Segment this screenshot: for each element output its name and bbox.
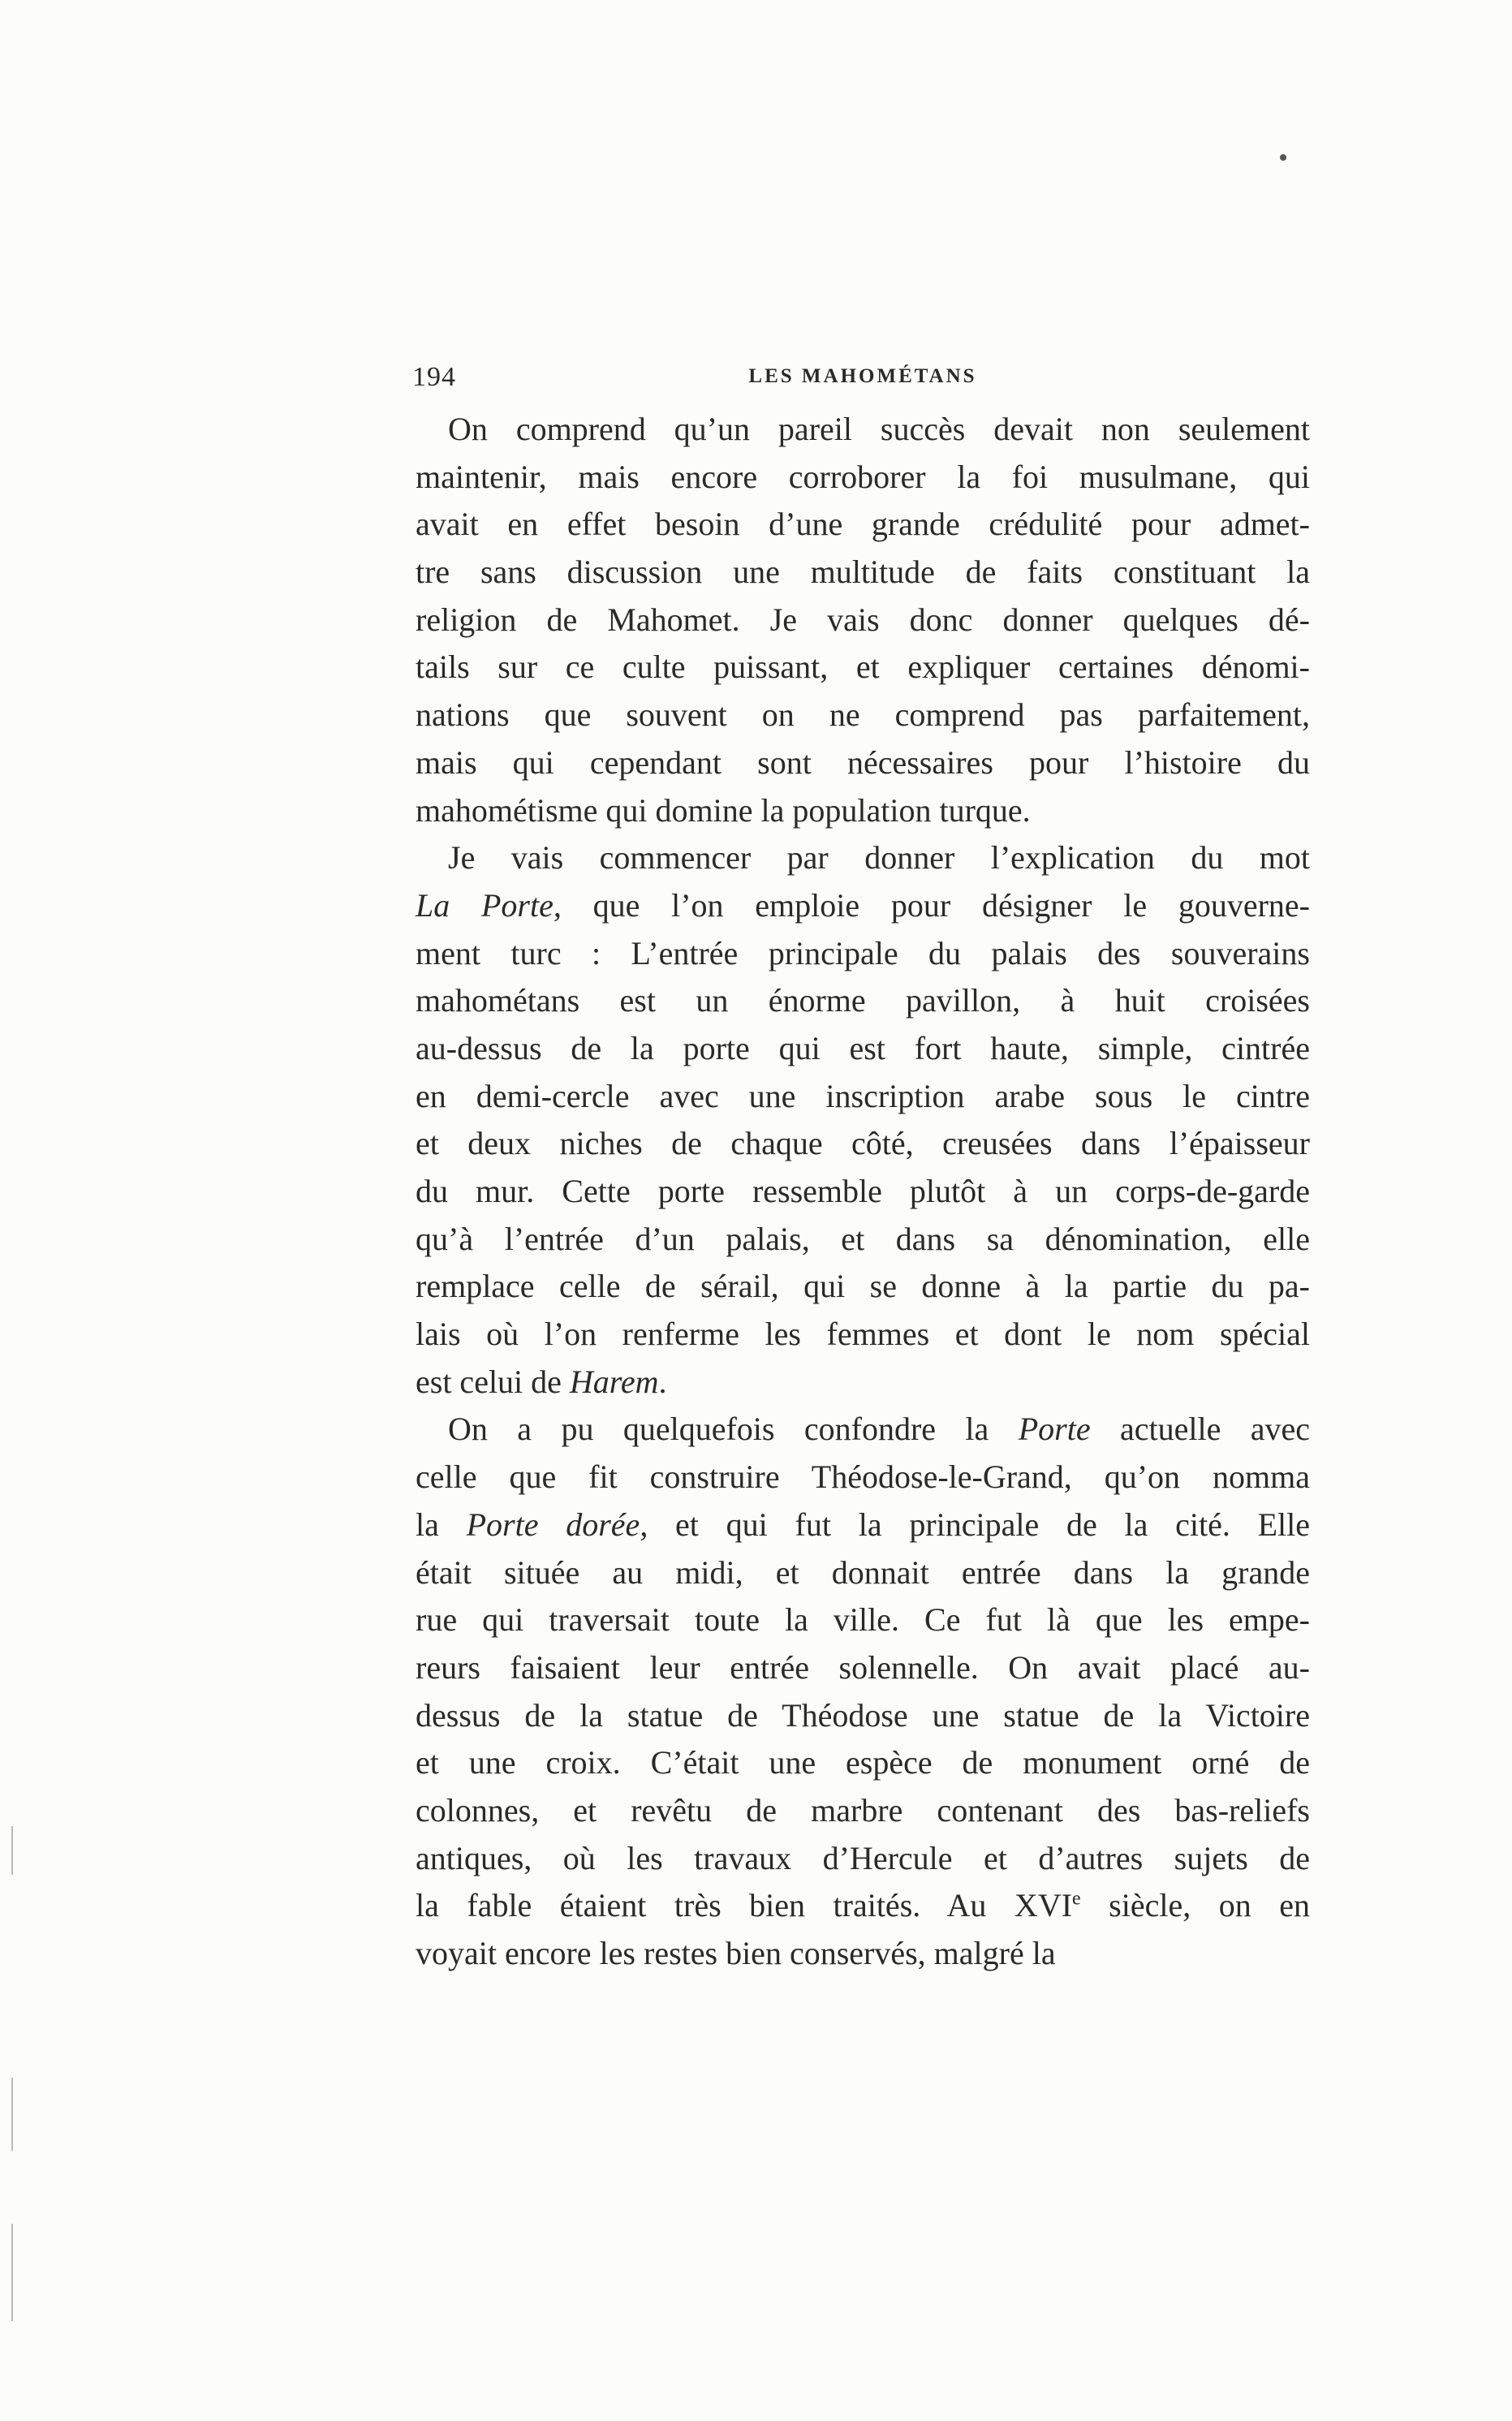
text-line: colonnes, et revêtu de marbre contenant des bas-reliefs	[416, 1791, 1310, 1829]
text-line: ment turc : L’entrée principale du palais des souverains	[416, 934, 1310, 971]
text-line: celle que fit construire Théodose-le-Grand, qu’on nomma	[416, 1458, 1310, 1496]
text-line: reurs faisaient leur entrée solennelle. On avait placé au-	[416, 1648, 1310, 1686]
text-line: est celui de Harem.	[416, 1363, 667, 1400]
text-line: mais qui cependant sont nécessaires pour l’histoire du	[416, 743, 1310, 781]
text-line: du mur. Cette porte ressemble plutôt à un corps-de-garde	[416, 1173, 1310, 1209]
paragraph	[416, 834, 1310, 1406]
superscript: e	[1072, 1888, 1081, 1910]
text-line: la Porte dorée, et qui fut la principale de la cité. Elle	[416, 1506, 1310, 1543]
italic-term: Harem	[569, 1363, 659, 1400]
text-line: nations que souvent on ne comprend pas parfaitement,	[416, 696, 1310, 734]
paragraph	[416, 406, 1310, 834]
text-line: lais où l’on renferme les femmes et dont le nom spécial	[416, 1316, 1310, 1353]
body-text	[416, 406, 1310, 1978]
text-line: La Porte, que l’on emploie pour désigner le gouverne-	[416, 886, 1310, 924]
text-line: était située au midi, et donnait entrée dans la grande	[416, 1553, 1310, 1591]
text-line: et deux niches de chaque côté, creusées dans l’épaisseur	[416, 1125, 1310, 1162]
text-line: qu’à l’entrée d’un palais, et dans sa dénomination, elle	[416, 1220, 1310, 1257]
italic-term: Porte	[1018, 1411, 1091, 1448]
text-line: voyait encore les restes bien conservés, malgré la	[416, 1935, 1056, 1971]
text-line: et une croix. C’était une espèce de monument orné de	[416, 1744, 1310, 1781]
ink-speck	[1280, 154, 1286, 161]
text-line: rue qui traversait toute la ville. Ce fut là que les empe-	[416, 1601, 1310, 1639]
page-number: 194	[412, 362, 456, 392]
text-line: dessus de la statue de Théodose une statue de la Victoire	[416, 1696, 1310, 1734]
page-header	[412, 362, 1313, 394]
italic-term: La Porte	[416, 886, 554, 924]
text-line: religion de Mahomet. Je vais donc donner quelques dé-	[416, 601, 1310, 638]
text-line: en demi-cercle avec une inscription arabe sous le cintre	[416, 1077, 1310, 1114]
running-title: LES MAHOMÉTANS	[748, 365, 977, 387]
text-line: mahométisme qui domine la population turque.	[416, 791, 1031, 829]
text-line: tails sur ce culte puissant, et expliquer certaines dénomi-	[416, 648, 1310, 686]
text-line: On a pu quelquefois confondre la Porte actuelle avec	[448, 1411, 1310, 1448]
text-line: tre sans discussion une multitude de faits constituant la	[416, 554, 1310, 591]
paragraph	[416, 1406, 1310, 1977]
italic-term: Porte dorée	[466, 1506, 640, 1543]
text-line: maintenir, mais encore corroborer la foi musulmane, qui	[416, 458, 1310, 495]
text-line: Je vais commencer par donner l’explication du mot	[448, 839, 1310, 877]
scan-edge-mark	[11, 2224, 13, 2321]
text-line: au-dessus de la porte qui est fort haute, simple, cintrée	[416, 1029, 1310, 1066]
text-line: remplace celle de sérail, qui se donne à la partie du pa-	[416, 1268, 1310, 1305]
scan-edge-mark	[11, 2078, 13, 2151]
text-line: la fable étaient très bien traités. Au XVIe siècle, on en	[416, 1887, 1310, 1924]
scan-edge-mark	[11, 1826, 13, 1875]
text-line: avait en effet besoin d’une grande crédulité pour admet-	[416, 506, 1310, 543]
text-line: antiques, où les travaux d’Hercule et d’autres sujets de	[416, 1839, 1310, 1876]
text-line: mahométans est un énorme pavillon, à huit croisées	[416, 982, 1310, 1019]
text-line: On comprend qu’un pareil succès devait non seulement	[448, 411, 1310, 447]
